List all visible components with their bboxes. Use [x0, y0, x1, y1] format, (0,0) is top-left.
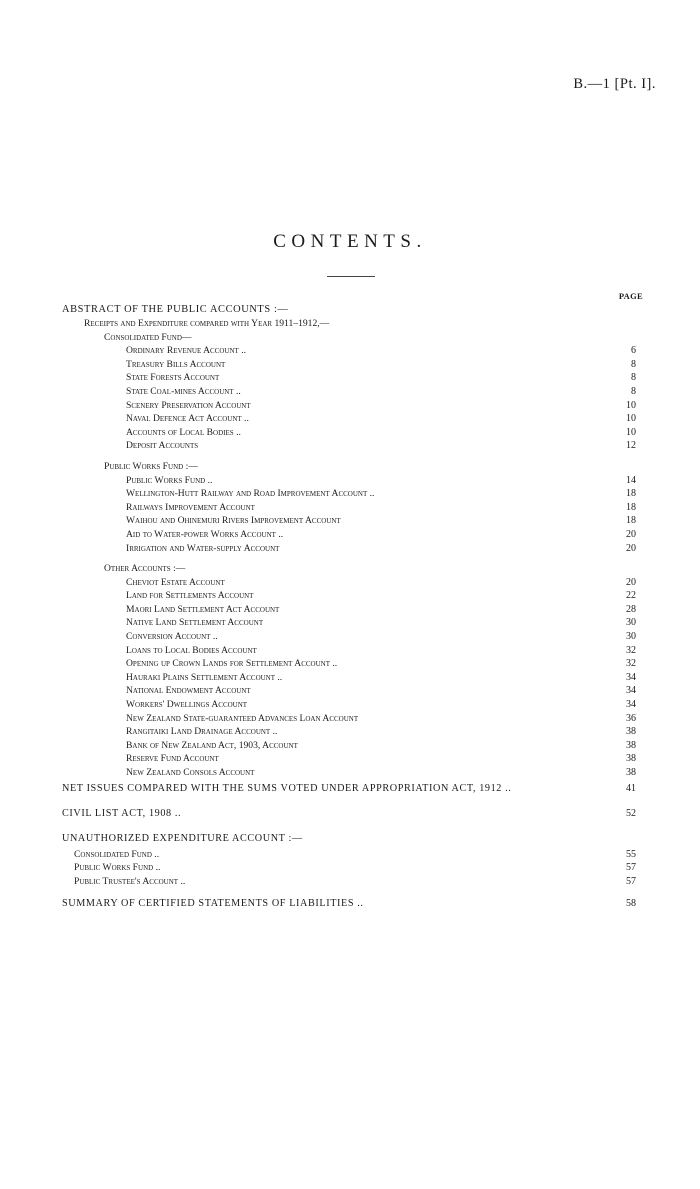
toc-entry — [62, 501, 636, 515]
toc-entry — [62, 528, 636, 542]
toc-entry — [62, 616, 636, 630]
document-reference: B.—1 [Pt. I]. — [573, 76, 656, 92]
toc-entry — [62, 712, 636, 726]
toc-entry-page-number: 34 — [626, 685, 636, 697]
toc-entry-label: Hauraki Plains Settlement Account .. — [126, 671, 283, 683]
net-issues-entry-page-number: 41 — [626, 782, 636, 794]
toc-entry — [62, 671, 636, 685]
toc-entry-page-number: 20 — [626, 576, 636, 588]
toc-entry-page-number: 55 — [626, 848, 636, 860]
toc-entry-page-number: 10 — [626, 413, 636, 425]
toc-entry — [62, 439, 636, 453]
toc-entry-page-number: 32 — [626, 644, 636, 656]
toc-entry-label: Ordinary Revenue Account .. — [126, 345, 246, 357]
unauthorized-heading — [62, 830, 636, 848]
toc-entry — [62, 358, 636, 372]
toc-entry-label: Treasury Bills Account — [126, 358, 226, 370]
toc-entry-label: Cheviot Estate Account — [126, 576, 225, 588]
abstract-subheading-label: Receipts and Expenditure compared with Year 1911–1912,— — [84, 318, 330, 329]
toc-entry-label: Irrigation and Water-supply Account — [126, 542, 280, 554]
toc-entry-label: Aid to Water-power Works Account .. — [126, 528, 284, 540]
toc-entry — [62, 487, 636, 501]
toc-entry-label: Reserve Fund Account — [126, 753, 219, 765]
toc-entry-label: State Forests Account — [126, 372, 220, 384]
toc-entry — [62, 412, 636, 426]
toc-entry — [62, 630, 636, 644]
toc-entry — [62, 739, 636, 753]
public-works-heading-label: Public Works Fund :— — [104, 460, 198, 472]
toc-entry-page-number: 34 — [626, 671, 636, 683]
toc-entry-label: Scenery Preservation Account — [126, 399, 251, 411]
toc-entry — [62, 589, 636, 603]
toc-entry-label: Wellington-Hutt Railway and Road Improvement Account .. — [126, 488, 375, 500]
toc-entry — [62, 371, 636, 385]
toc-entry-page-number: 6 — [631, 345, 636, 357]
toc-entry-page-number: 22 — [626, 590, 636, 602]
toc-entry-label: Conversion Account .. — [126, 631, 218, 643]
summary-entry-label: SUMMARY OF CERTIFIED STATEMENTS OF LIABILITIES .. — [62, 898, 364, 910]
toc-entry — [62, 514, 636, 528]
toc-entry — [62, 766, 636, 780]
toc-entry-label: New Zealand State-guaranteed Advances Loan Account — [126, 712, 359, 724]
consolidated-heading-label: Consolidated Fund— — [104, 331, 192, 343]
toc-entry-page-number: 36 — [626, 712, 636, 724]
toc-entry-label: National Endowment Account — [126, 685, 251, 697]
toc-entry — [62, 752, 636, 766]
toc-entry-page-number: 8 — [631, 358, 636, 370]
civil-list-entry-label: CIVIL LIST ACT, 1908 .. — [62, 807, 182, 819]
toc-entry-label: Land for Settlements Account — [126, 590, 254, 602]
toc-entry-page-number: 38 — [626, 753, 636, 765]
toc-entry-page-number: 8 — [631, 372, 636, 384]
toc-entry-page-number: 32 — [626, 658, 636, 670]
toc-entry-label: Opening up Crown Lands for Settlement Account .. — [126, 658, 338, 670]
toc-entry-label: Rangitaiki Land Drainage Account .. — [126, 726, 278, 738]
toc-entry-page-number: 10 — [626, 426, 636, 438]
toc-entry-page-number: 18 — [626, 501, 636, 513]
toc-entry-page-number: 10 — [626, 399, 636, 411]
toc-entry-label: Public Trustee's Account .. — [74, 875, 186, 887]
title-divider — [327, 276, 375, 277]
summary-entry-page-number: 58 — [626, 898, 636, 910]
toc-entry-page-number: 57 — [626, 875, 636, 887]
toc-entry-label: Native Land Settlement Account — [126, 617, 264, 629]
table-of-contents — [62, 302, 636, 913]
page-title: CONTENTS. — [273, 231, 427, 252]
toc-entry-label: Naval Defence Act Account .. — [126, 413, 249, 425]
toc-entry — [62, 542, 636, 556]
public-works-heading — [62, 460, 636, 474]
civil-list-entry — [62, 805, 636, 823]
toc-entry-page-number: 18 — [626, 488, 636, 500]
toc-entry-label: Public Works Fund .. — [74, 862, 161, 874]
abstract-subheading — [62, 317, 636, 331]
toc-entry — [62, 576, 636, 590]
toc-entry-page-number: 38 — [626, 739, 636, 751]
toc-entry-page-number: 12 — [626, 440, 636, 452]
toc-entry-label: Railways Improvement Account — [126, 501, 255, 513]
toc-entry-label: State Coal-mines Account .. — [126, 385, 241, 397]
page-column-label: PAGE — [618, 291, 643, 301]
toc-entry-page-number: 18 — [626, 515, 636, 527]
spacer — [62, 798, 636, 805]
toc-entry-label: Maori Land Settlement Act Account — [126, 603, 280, 615]
unauthorized-heading-label: UNAUTHORIZED EXPENDITURE ACCOUNT :— — [62, 832, 303, 844]
abstract-heading-label: ABSTRACT OF THE PUBLIC ACCOUNTS :— — [62, 304, 289, 315]
toc-entry-page-number: 30 — [626, 617, 636, 629]
toc-entry — [62, 344, 636, 358]
toc-entry-label: New Zealand Consols Account — [126, 767, 255, 778]
toc-entry-page-number: 38 — [626, 767, 636, 778]
toc-entry — [62, 385, 636, 399]
toc-entry-page-number: 20 — [626, 542, 636, 554]
toc-entry-label: Loans to Local Bodies Account — [126, 644, 257, 656]
civil-list-entry-page-number: 52 — [626, 807, 636, 819]
toc-entry-page-number: 14 — [626, 474, 636, 486]
other-accounts-heading-label: Other Accounts :— — [104, 563, 186, 575]
toc-entry — [62, 848, 636, 862]
spacer — [62, 453, 636, 460]
net-issues-entry — [62, 780, 636, 798]
toc-entry-page-number: 38 — [626, 726, 636, 738]
toc-entry-label: Accounts of Local Bodies .. — [126, 426, 241, 438]
toc-entry-label: Consolidated Fund .. — [74, 848, 160, 860]
toc-entry-label: Public Works Fund .. — [126, 474, 213, 486]
toc-entry-page-number: 20 — [626, 528, 636, 540]
abstract-heading — [62, 302, 636, 317]
summary-entry — [62, 895, 636, 913]
toc-entry-page-number: 28 — [626, 603, 636, 615]
toc-entry-page-number: 57 — [626, 862, 636, 874]
consolidated-heading — [62, 331, 636, 345]
toc-entry-page-number: 8 — [631, 385, 636, 397]
toc-entry — [62, 725, 636, 739]
net-issues-entry-label: NET ISSUES COMPARED WITH THE SUMS VOTED UNDER APPROPRIATION ACT, 1912 .. — [62, 782, 512, 794]
other-accounts-heading — [62, 562, 636, 576]
toc-entry-page-number: 30 — [626, 631, 636, 643]
spacer — [62, 823, 636, 830]
toc-entry-label: Waihou and Ohinemuri Rivers Improvement Account — [126, 515, 341, 527]
toc-entry — [62, 399, 636, 413]
toc-entry — [62, 603, 636, 617]
toc-entry-label: Workers' Dwellings Account — [126, 699, 248, 711]
toc-entry — [62, 644, 636, 658]
toc-entry — [62, 426, 636, 440]
toc-entry — [62, 684, 636, 698]
toc-entry — [62, 875, 636, 889]
toc-entry — [62, 657, 636, 671]
spacer — [62, 555, 636, 562]
toc-entry — [62, 474, 636, 488]
spacer — [62, 888, 636, 895]
toc-entry — [62, 861, 636, 875]
toc-entry-label: Deposit Accounts — [126, 440, 199, 452]
toc-entry-label: Bank of New Zealand Act, 1903, Account — [126, 739, 298, 751]
toc-entry-page-number: 34 — [626, 699, 636, 711]
toc-entry — [62, 698, 636, 712]
